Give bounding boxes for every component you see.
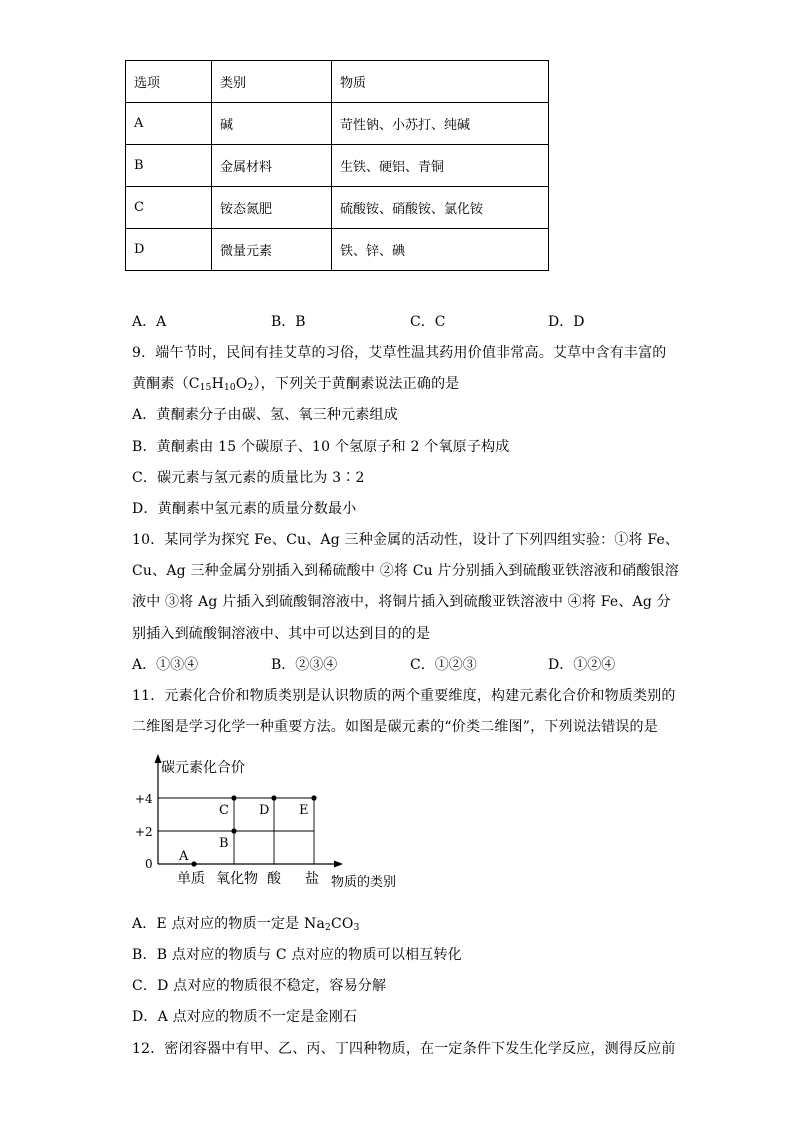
y-tick-label: +2 (135, 825, 153, 839)
q10-stem-line-4: 别插入到硫酸铜溶液中、其中可以达到目的的是 (132, 626, 431, 642)
table-header-cell: 类别 (212, 61, 332, 103)
formula-part: CO (330, 916, 354, 932)
table-row (126, 229, 549, 271)
table-cell: 苛性钠、小苏打、纯碱 (332, 103, 549, 145)
data-point-label: B (219, 836, 229, 851)
q11-stem-line-2: 二维图是学习化学一种重要方法。如图是碳元素的“价类二维图”，下列说法错误的是 (132, 719, 658, 735)
data-point-c (231, 795, 236, 800)
x-axis-title: 物质的类别 (331, 875, 397, 890)
x-axis-arrow-icon (334, 861, 343, 868)
table-cell: 碱 (212, 103, 332, 145)
table-cell: D (126, 229, 212, 271)
option-text: A．E 点对应的物质一定是 Na (132, 916, 326, 932)
q11-option-c[interactable]: C．D 点对应的物质很不稳定，容易分解 (132, 978, 387, 994)
q11-option-d[interactable]: D．A 点对应的物质不一定是金刚石 (132, 1009, 358, 1025)
q10-stem-line-1: 10．某同学为探究 Fe、Cu、Ag 三种金属的活动性，设计了下列四组实验：①将 Fe、 (132, 532, 680, 548)
data-point-label: C (219, 803, 229, 818)
table-cell: 硫酸铵、硝酸铵、氯化铵 (332, 187, 549, 229)
data-point-label: D (259, 803, 270, 818)
table-cell: 微量元素 (212, 229, 332, 271)
q10-option-c[interactable]: C．①②③ (410, 657, 477, 673)
data-point-b (231, 828, 236, 833)
table-cell: 铵态氮肥 (212, 187, 332, 229)
q11-option-b[interactable]: B．B 点对应的物质与 C 点对应的物质可以相互转化 (132, 947, 462, 963)
data-point-e (311, 795, 316, 800)
valence-category-chart (130, 752, 420, 894)
stem-text: ），下列关于黄酮素说法正确的是 (253, 376, 460, 392)
q10-option-b[interactable]: B．②③④ (271, 657, 338, 673)
q9-option-c[interactable]: C．碳元素与氢元素的质量比为 3∶2 (132, 470, 365, 486)
q10-option-d[interactable]: D．①②④ (548, 657, 616, 673)
q11-stem-line-1: 11．元素化合价和物质类别是认识物质的两个重要维度，构建元素化合价和物质类别的 (132, 688, 676, 704)
table-row (126, 187, 549, 229)
y-axis-title: 碳元素化合价 (161, 760, 245, 776)
table-header-cell: 物质 (332, 61, 549, 103)
x-tick-label: 酸 (267, 871, 281, 887)
y-tick-label: +4 (135, 792, 153, 806)
q8-option-d[interactable]: D．D (548, 314, 585, 330)
formula-subscript: 2 (247, 383, 254, 393)
table-cell: C (126, 187, 212, 229)
q8-option-b[interactable]: B．B (271, 314, 306, 330)
table-cell: 铁、锌、碘 (332, 229, 549, 271)
q8-option-a[interactable]: A．A (132, 314, 167, 330)
formula-subscript: 3 (353, 923, 360, 933)
q10-stem-line-2: Cu、Ag 三种金属分别插入到稀硫酸中 ②将 Cu 片分别插入到硫酸亚铁溶液和硝酸银溶 (132, 563, 679, 579)
x-tick-label: 盐 (305, 871, 319, 887)
table-cell: A (126, 103, 212, 145)
q9-option-b[interactable]: B．黄酮素由 15 个碳原子、10 个氢原子和 2 个氧原子构成 (132, 439, 510, 455)
q12-stem-line-1: 12．密闭容器中有甲、乙、丙、丁四种物质，在一定条件下发生化学反应，测得反应前 (132, 1041, 676, 1057)
x-tick-label: 单质 (177, 871, 205, 887)
table-cell: B (126, 145, 212, 187)
y-tick-label: 0 (145, 857, 153, 871)
q11-option-a[interactable] (132, 913, 360, 933)
table-cell: 金属材料 (212, 145, 332, 187)
table-header-cell: 选项 (126, 61, 212, 103)
q9-option-a[interactable]: A．黄酮素分子由碳、氢、氧三种元素组成 (132, 407, 398, 423)
data-point-label: E (299, 803, 309, 818)
options-table (125, 60, 549, 271)
formula-part: H (211, 376, 224, 392)
table-row (126, 145, 549, 187)
table-header-row (126, 61, 549, 103)
q10-option-a[interactable]: A．①③④ (132, 657, 199, 673)
table-row (126, 103, 549, 145)
q10-stem-line-3: 液中 ③将 Ag 片插入到硫酸铜溶液中，将铜片插入到硫酸亚铁溶液中 ④将 Fe、Ag 分 (132, 594, 671, 610)
data-point-label: A (179, 849, 189, 864)
formula-subscript: 2 (325, 923, 331, 933)
data-point-a (191, 861, 196, 866)
formula-part: 黄酮素（C (132, 376, 200, 392)
q9-stem-line-1: 9．端午节时，民间有挂艾草的习俗，艾草性温其药用价值非常高。艾草中含有丰富的 (132, 345, 667, 361)
formula-subscript: 10 (224, 383, 236, 393)
q9-stem-line-2 (132, 373, 459, 393)
formula-subscript: 15 (199, 383, 212, 393)
table-cell: 生铁、硬铝、青铜 (332, 145, 549, 187)
formula-part: O (235, 376, 248, 392)
data-point-d (271, 795, 276, 800)
q8-option-c[interactable]: C．C (410, 314, 446, 330)
q9-option-d[interactable]: D．黄酮素中氢元素的质量分数最小 (132, 501, 357, 517)
x-tick-label: 氧化物 (216, 871, 258, 887)
